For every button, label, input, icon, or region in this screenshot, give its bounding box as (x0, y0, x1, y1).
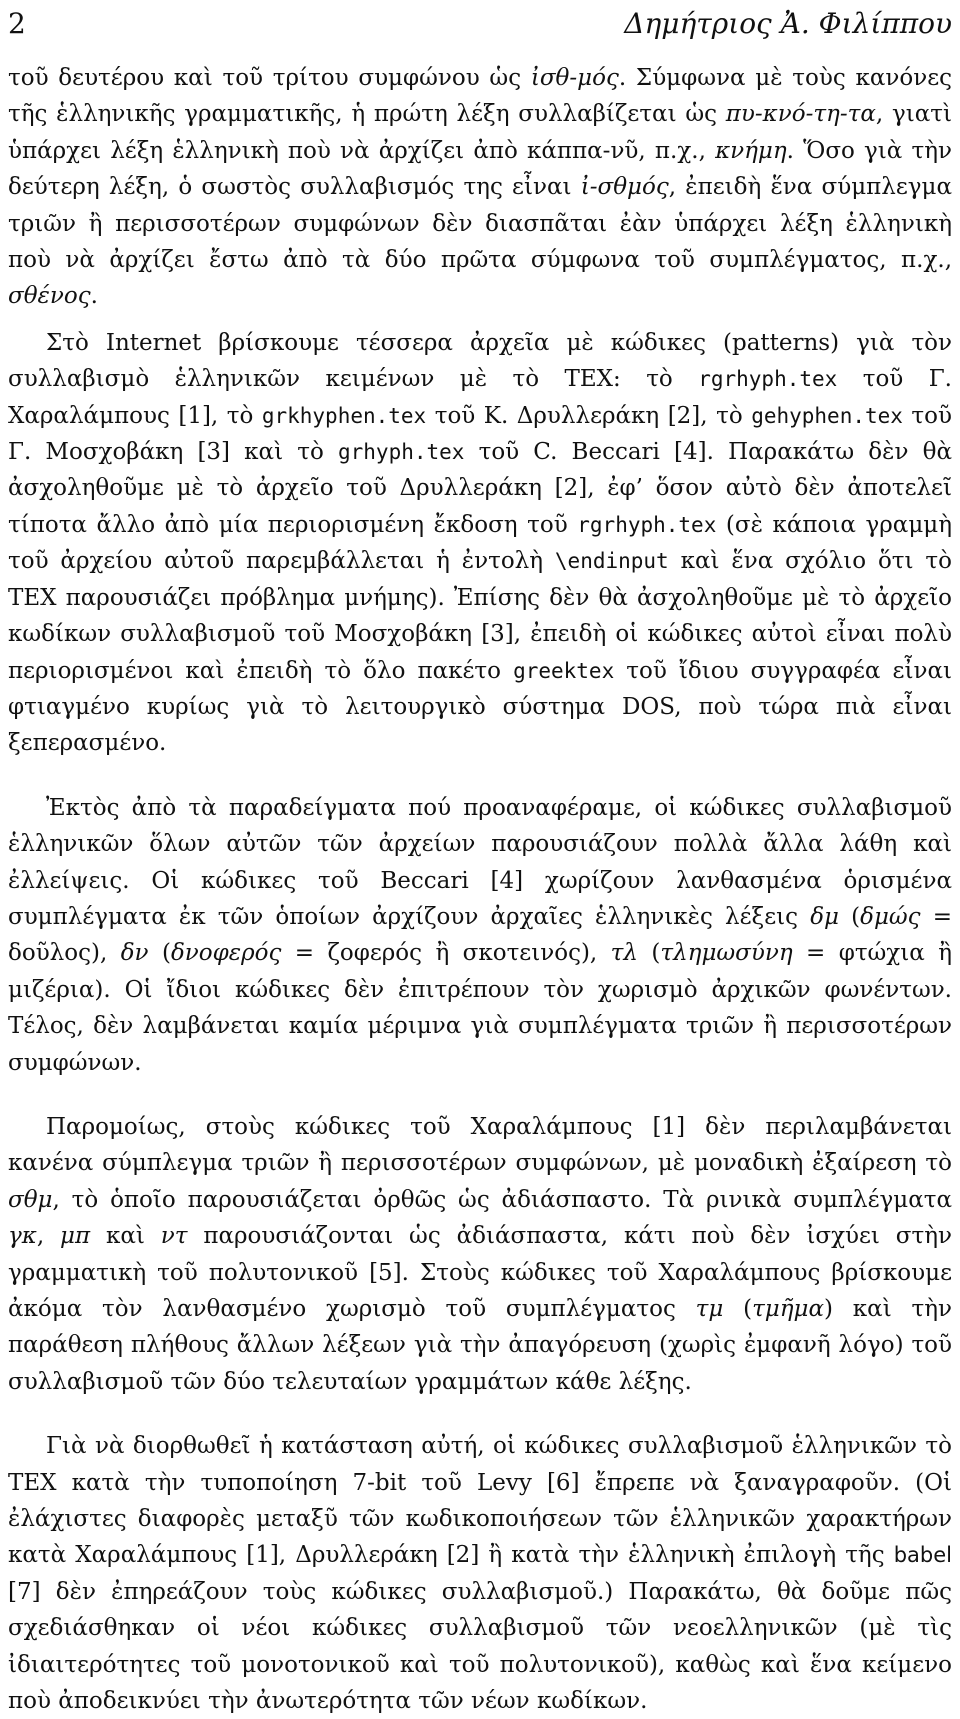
filename-grkhyphen: grkhyphen.tex (261, 403, 427, 428)
page-number: 2 (8, 7, 26, 40)
paragraph-3: Ἐκτὸς ἀπὸ τὰ παραδείγματα πού προαναφέραμε, οἱ κώδικες συλλαβισμοῦ ἑλληνικῶν ὅλων αὐτῶν τῶν ἀρχείων παρουσιάζουν πολλὰ ἄλλα λάθη καὶ ἐλλείψεις. Οἱ κώδικες τοῦ Beccari [4] χωρίζουν λανθασμένα ὁρισμένα συμπλέγματα ἐκ τῶν ὁποίων ἀρχίζουν ἀρχαῖες ἑλληνικὲς λέξεις δμ (δμώς = δοῦλος), δν (δνοφερός = ζοφερός ἢ σκοτεινός), τλ (τλημωσύνη = φτώχια ἢ μιζέρια). Οἱ ἴδιοι κώδικες δὲν ἐπιτρέπουν τὸν χωρισμὸ ἀρχικῶν φωνέντων. Τέλος, δὲν λαμβάνεται καμία μέριμνα γιὰ συμπλέγματα τριῶν ἢ περισσοτέρων συμφώνων. (8, 794, 953, 1076)
command-endinput: \endinput (554, 549, 669, 574)
running-title: Δημήτριος Ἀ. Φιλίππου (624, 7, 952, 40)
filename-gehyphen: gehyphen.tex (751, 403, 903, 428)
filename-rgrhyph: rgrhyph.tex (698, 367, 838, 392)
paragraph-2: Στὸ Internet βρίσκουμε τέσσερα ἀρχεῖα μὲ κώδικες (patterns) γιὰ τὸν συλλαβισμὸ ἑλληνικῶν κειμένων μὲ τὸ TEX: τὸ rgrhyph.tex τοῦ Γ. Χαραλάμπους [1], τὸ grkhyphen.tex τοῦ Κ. Δρυλλεράκη [2], τὸ gehyphen.tex τοῦ Γ. Μοσχοβάκη [3] καὶ τὸ grhyph.tex τοῦ C. Beccari [4]. Παρακάτω δὲν θὰ ἀσχοληθοῦμε μὲ τὸ ἀρχεῖο τοῦ Δρυλλεράκη [2], ἐφ’ ὅσον αὐτὸ δὲν ἀποτελεῖ τίποτα ἄλλο ἀπὸ μία περιορισμένη ἔκδοση τοῦ rgrhyph.tex (σὲ κάποια γραμμὴ τοῦ ἀρχείου αὐτοῦ παρεμβάλλεται ἡ ἐντολὴ \endinput καὶ ἕνα σχόλιο ὅτι τὸ TEX παρουσιάζει πρόβλημα μνήμης). Ἐπίσης δὲν θὰ ἀσχοληθοῦμε μὲ τὸ ἀρχεῖο κωδίκων συλλαβισμοῦ τοῦ Μοσχοβάκη [3], ἐπειδὴ οἱ κώδικες αὐτοὶ εἶναι πολὺ περιορισμένοι καὶ ἐπειδὴ τὸ ὅλο πακέτο greektex τοῦ ἴδιου συγγραφέα εἶναι φτιαγμένο κυρίως γιὰ τὸ λειτουργικὸ σύστημα DOS, ποὺ τώρα πιὰ εἶναι ξεπερασμένο. (8, 329, 952, 757)
package-greektex: greektex (513, 658, 615, 683)
paragraph-5: Γιὰ νὰ διορθωθεῖ ἡ κατάσταση αὐτή, οἱ κώδικες συλλαβισμοῦ ἑλληνικῶν τὸ TEX κατὰ τὴν τυποποίηση 7-bit τοῦ Levy [6] ἔπρεπε νὰ ξαναγραφοῦν. (Οἱ ἐλάχιστες διαφορὲς μεταξῦ τῶν κωδικοποιήσεων τῶν ἑλληνικῶν χαρακτήρων κατὰ Χαραλάμπους [1], Δρυλλεράκη [2] ἢ κατὰ τὴν ἑλληνικὴ ἐπιλογὴ τῆς babel [7] δὲν ἐπηρεάζουν τοὺς κώδικες συλλαβισμοῦ.) Παρακάτω, θὰ δοῦμε πῶς σχεδιάσθηκαν οἱ νέοι κώδικες συλλαβισμοῦ τῶν νεοελληνικῶν (μὲ τὶς ἰδιαιτερότητες τοῦ μονοτονικοῦ καὶ τοῦ πολυτονικοῦ), καθὼς καὶ ἕνα κείμενο ποὺ ἀποδεικνύει τὴν ἀνωτερότητα τῶν νέων κωδίκων. (8, 1433, 952, 1715)
body-text (8, 60, 952, 1719)
page-header (8, 4, 952, 44)
filename-grhyph: grhyph.tex (338, 440, 465, 465)
package-babel: babel (893, 1543, 952, 1568)
paragraph-1: τοῦ δευτέρου καὶ τοῦ τρίτου συμφώνου ὡς ἰσθ-μός. Σύμφωνα μὲ τοὺς κανόνες τῆς ἑλληνικῆς γραμματικῆς, ἡ πρώτη λέξη συλλαβίζεται ὡς πυ-κνό-τη-τα, γιατὶ ὑπάρχει λέξη ἑλληνικὴ ποὺ νὰ ἀρχίζει ἀπὸ κάππα-νῦ, π.χ., κνήμη. Ὅσο γιὰ τὴν δεύτερη λέξη, ὁ σωστὸς συλλαβισμός της εἶναι ἰ-σθμός, ἐπειδὴ ἕνα σύμπλεγμα τριῶν ἢ περισσοτέρων συμφώνων δὲν διασπᾶται ἐὰν ὑπάρχει λέξη ἑλληνικὴ ποὺ νὰ ἀρχίζει ἔστω ἀπὸ τὰ δύο πρῶτα σύμφωνα τοῦ συμπλέγματος, π.χ., σθένος. (8, 65, 953, 310)
paragraph-4: Παρομοίως, στοὺς κώδικες τοῦ Χαραλάμπους [1] δὲν περιλαμβάνεται κανένα σύμπλεγμα τριῶν ἢ περισσοτέρων συμφώνων, μὲ μοναδικὴ ἐξαίρεση τὸ σθμ, τὸ ὁποῖο παρουσιάζεται ὀρθῶς ὡς ἀδιάσπαστο. Τὰ ρινικὰ συμπλέγματα γκ, μπ καὶ ντ παρουσιάζονται ὡς ἀδιάσπαστα, κάτι ποὺ δὲν ἰσχύει στὴν γραμματικὴ τοῦ πολυτονικοῦ [5]. Στοὺς κώδικες τοῦ Χαραλάμπους βρίσκουμε ἀκόμα τὸν λανθασμένο χωρισμὸ τοῦ συμπλέγματος τμ (τμῆμα) καὶ τὴν παράθεση πλήθους ἄλλων λέξεων γιὰ τὴν ἀπαγόρευση (χωρὶς ἐμφανῆ λόγο) τοῦ συλλαβισμοῦ τῶν δύο τελευταίων γραμμάτων κάθε λέξης. (8, 1113, 952, 1395)
